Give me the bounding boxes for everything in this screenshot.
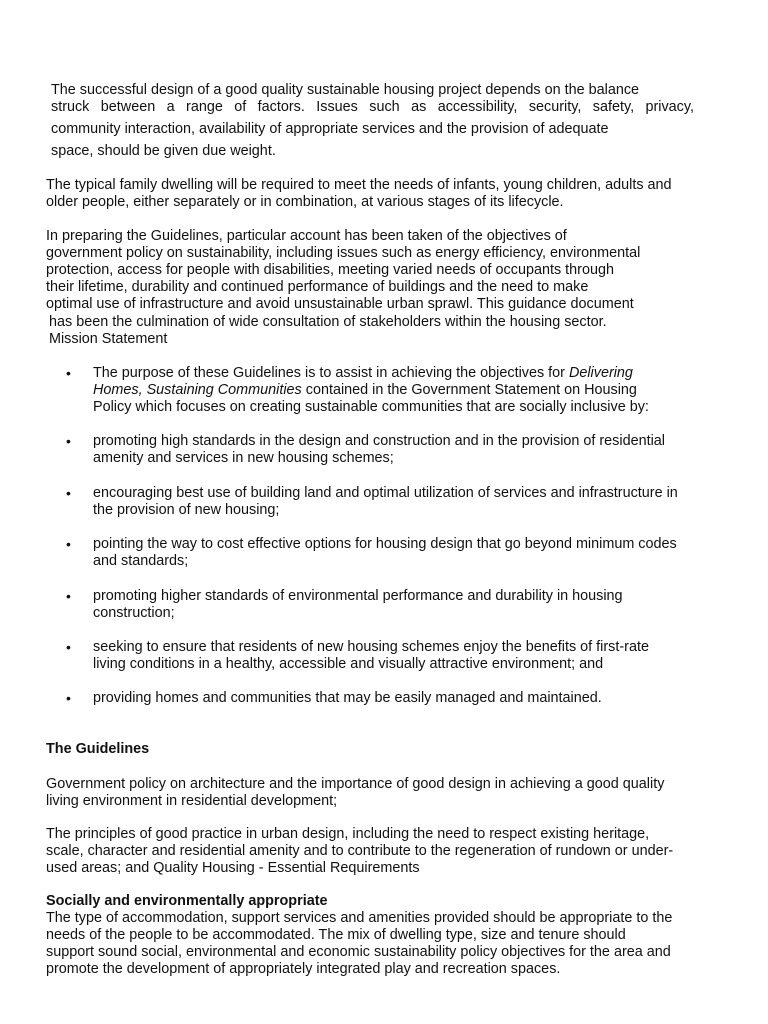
bullet-icon: • <box>66 433 71 449</box>
bullet-icon: • <box>66 639 71 655</box>
text-line: In preparing the Guidelines, particular account has been taken of the objectives of <box>46 228 567 244</box>
text-line: living environment in residential development; <box>46 793 338 809</box>
text-line: older people, either separately or in combination, at various stages of its lifecycle. <box>46 194 564 210</box>
bullet-icon: • <box>66 365 71 381</box>
bullet-icon: • <box>66 485 71 501</box>
text-line: providing homes and communities that may be easily managed and maintained. <box>93 690 602 706</box>
text-line: struck between a range of factors. Issues such as accessibility, security, safety, privacy, <box>51 99 694 115</box>
list-item <box>93 690 602 707</box>
bullet-icon: • <box>66 690 71 706</box>
text-line: The successful design of a good quality sustainable housing project depends on the balance <box>51 82 640 98</box>
list-item <box>93 433 665 467</box>
text-line: and standards; <box>93 553 189 569</box>
text-line: space, should be given due weight. <box>51 143 276 159</box>
text-line: has been the culmination of wide consultation of stakeholders within the housing sector. <box>49 314 607 330</box>
list-item <box>93 485 678 519</box>
bullet-icon: • <box>66 588 71 604</box>
text-line: used areas; and Quality Housing - Essential Requirements <box>46 860 420 876</box>
text-line: The principles of good practice in urban design, including the need to respect existing heritage, <box>46 826 650 842</box>
emphasis-title: Homes, Sustaining Communities <box>93 382 302 398</box>
list-item <box>93 536 677 570</box>
text-line: living conditions in a healthy, accessible and visually attractive environment; and <box>93 656 604 672</box>
list-item <box>93 588 623 622</box>
text-line: their lifetime, durability and continued performance of buildings and the need to make <box>46 279 589 295</box>
mission-statement-label: Mission Statement <box>49 331 168 347</box>
emphasis-title: Delivering <box>568 365 633 381</box>
text-line: Homes, Sustaining Communities contained in the Government Statement on Housing <box>93 382 637 398</box>
text-line: seeking to ensure that residents of new housing schemes enjoy the benefits of first-rate <box>93 639 649 655</box>
text-line: construction; <box>93 605 175 621</box>
list-item <box>93 365 649 416</box>
text-line: promoting higher standards of environmental performance and durability in housing <box>93 588 623 604</box>
text-line: promoting high standards in the design and construction and in the provision of residential <box>93 433 665 449</box>
text-line: needs of the people to be accommodated. The mix of dwelling type, size and tenure should <box>46 927 626 943</box>
text-line: The purpose of these Guidelines is to assist in achieving the objectives for Delivering <box>93 365 633 381</box>
bullet-icon: • <box>66 536 71 552</box>
text-line: Government policy on architecture and the importance of good design in achieving a good quality <box>46 776 665 792</box>
text-line: pointing the way to cost effective options for housing design that go beyond minimum codes <box>93 536 677 552</box>
text-line: optimal use of infrastructure and avoid unsustainable urban sprawl. This guidance document <box>46 296 634 312</box>
section-heading: Socially and environmentally appropriate <box>46 893 328 909</box>
text-line: scale, character and residential amenity and to contribute to the regeneration of rundown or under- <box>46 843 674 859</box>
text-line: government policy on sustainability, including issues such as energy efficiency, environmental <box>46 245 641 261</box>
text-line: encouraging best use of building land and optimal utilization of services and infrastructure in <box>93 485 678 501</box>
section-heading: The Guidelines <box>46 741 150 757</box>
text-line: protection, access for people with disabilities, meeting varied needs of occupants through <box>46 262 614 278</box>
text-line: Policy which focuses on creating sustainable communities that are socially inclusive by: <box>93 399 649 415</box>
text-line: the provision of new housing; <box>93 502 280 518</box>
text-line: support sound social, environmental and economic sustainability policy objectives for the area and <box>46 944 671 960</box>
list-item <box>93 639 649 673</box>
text-line: community interaction, availability of appropriate services and the provision of adequate <box>51 121 609 137</box>
text-line: amenity and services in new housing schemes; <box>93 450 394 466</box>
text-line: The typical family dwelling will be required to meet the needs of infants, young children, adults and <box>46 177 672 193</box>
text-line: The type of accommodation, support services and amenities provided should be appropriate to the <box>46 910 673 926</box>
text-line: promote the development of appropriately integrated play and recreation spaces. <box>46 961 561 977</box>
